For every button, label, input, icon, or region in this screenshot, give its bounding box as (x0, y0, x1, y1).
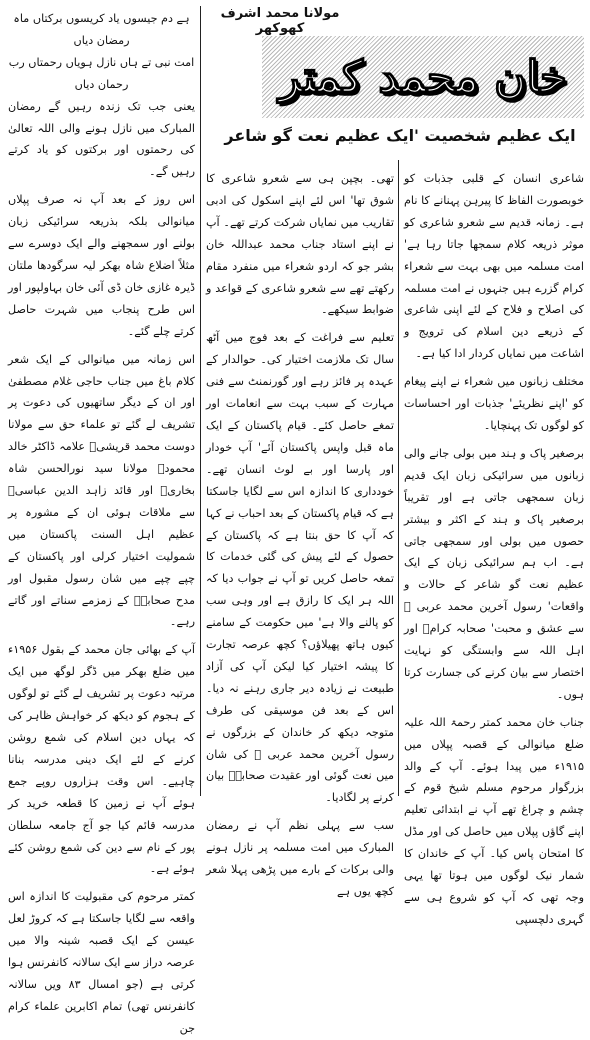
paragraph: مختلف زبانوں میں شعراء نے اپنے پیغام کو 'اپنے نظریئے' جذبات اور احساسات کو لوگوں تک پہنچایا۔ (404, 375, 584, 432)
column-right (404, 168, 584, 926)
paragraph: برصغیر پاک و ہند میں بولی جانے والی زبانوں میں سرائیکی زبان ایک قدیم زبان سمجھی جاتی ہے اور تقریباً برصغیر پاک و ہند کے اکثر و بیشتر حصوں میں بولی اور سمجھی جاتی ہے۔ اب ہم سرائیکی زبان کے ایک عظیم نعت گو شاعر کے حالات و واقعات' رسول آخرین محمد عربی ﷺ سے عشق و محبت' صحابہ کرامؓ اور اہل اللہ سے وابستگی کو نہایت اختصار سے بیان کرنے کی جسارت کرتا ہوں۔ (404, 446, 584, 701)
column-divider (398, 160, 399, 796)
paragraph: جناب خان محمد کمتر رحمۃ اللہ علیہ ضلع میانوالی کے قصبہ پپلاں میں ۱۹۱۵ء میں پیدا ہوئے۔ آپ کے والد بزرگوار مرحوم مسلم شیخ قوم کے چشم و چراغ تھے آپ نے ابتدائی تعلیم اپنے گاؤں پپلاں میں حاصل کی اور مڈل کا امتحان پاس کیا۔ آپ کے خاندان کا شمار نیک لوگوں میں ہوتا تھا یہی وجہ تھی کہ آپ کو شروع ہی سے گہری دلچسپی (404, 715, 584, 926)
paragraph: یعنی جب تک زندہ رہیں گے رمضان المبارک میں نازل ہونے والی اللہ تعالیٰ کی رحمتوں اور برکتوں کو یاد کرتے رہیں گے۔ (8, 99, 195, 179)
paragraph: شاعری انسان کے قلبی جذبات کو خوبصورت الفاظ کا پیرہن پہنانے کا نام ہے۔ زمانہ قدیم سے شعرو شاعری کو موثر ذریعہ کلام سمجھا جاتا رہا ہے' امت مسلمہ میں بھی بہت سے شعراء کرام گزرے ہیں جنہوں نے امت مسلمہ کی اصلاح و فلاح کے لئے اپنی شاعری کے ذریعے دین اسلام کی ترویج و اشاعت میں نمایاں کردار ادا کیا ہے۔ (404, 172, 584, 361)
author-byline: مولانا محمد اشرف کھوکھر (220, 6, 340, 36)
article-title: خان محمد کمتر (279, 51, 567, 103)
paragraph: تعلیم سے فراغت کے بعد فوج میں آٹھ سال تک ملازمت اختیار کی۔ حوالدار کے عہدہ پر فائز رہے اور گورنمنٹ سے فنی مہارت کے سبب بہت سے انعامات اور تمغے حاصل کئے۔ قیام پاکستان کے ایک ماہ قبل واپس پاکستان آئے' آپ خودار اور پارسا اور بے لوث انسان تھے۔ خودداری کا اندازہ اس سے لگایا جاسکتا ہے کہ قیام پاکستان کے بعد احباب نے کہا کہ آپ کا حق بنتا ہے کہ پاکستان کے حصول کے لئے پیش کی گئی خدمات کا تمغہ حاصل کریں تو آپ نے جواب دیا کہ اللہ ہر ایک کا رازق ہے اور وہی سب کو پالنے والا ہے' میں حکومت کے سامنے کیوں ہاتھ پھیلاؤں؟ کچھ عرصہ تجارت کا پیشہ اختیار کیا لیکن آپ کی آزاد طبیعت نے زیادہ دیر جاری رہنے نہ دیا۔ اس کے بعد فن موسیقی کی طرف متوجہ دیکھ کر خاندان کے بزرگوں نے رسول آخرین محمد عربی ﷺ کی شان میں نعت گوئی اور عقیدت صحابہؓ بیان کرنے پر لگادیا۔ (206, 331, 394, 805)
paragraph: کمتر مرحوم کی مقبولیت کا اندازہ اس واقعہ سے لگایا جاسکتا ہے کہ کروڑ لعل عیسن کے ایک قصبہ شینہ والا میں عرصہ دراز سے ایک سالانہ کانفرنس ہوا کرتی ہے (جو امسال ۸۳ ویں سالانہ کانفرنس تھی) تمام اکابرین علماء کرام جن (8, 890, 195, 1035)
paragraph: اس روز کے بعد آپ نہ صرف پپلاں میانوالی بلکہ بذریعہ سرائیکی زبان بولنے اور سمجھنے والے ایک دوسرے سے مثلاً اضلاع شاہ بھکر لیہ سرگودھا ملتان ڈیرہ غازی خان ڈی آئی خان بہاولپور اور اس طرح پنجاب میں شہرت حاصل کرتے چلے گئے۔ (8, 193, 195, 338)
paragraph: آپ کے بھائی جان محمد کے بقول ۱۹۵۶ء میں ضلع بھکر میں ڈگر لوگھ میں ایک مرتبہ دعوت پر تشریف لے گئے تو لوگوں کے ہجوم کو دیکھ کر خواہش ظاہر کی کہ یہاں دین اسلام کی شمع روشن کرنے کے لئے ایک دینی مدرسہ بنانا چاہیے۔ اس وقت ہزاروں روپے جمع ہوئے آپ نے زمین کا قطعہ خرید کر مدرسہ قائم کیا جو آج جامعہ سلطان پور کے نام سے دین کی شمع روشن کئے ہوئے ہے۔ (8, 643, 195, 876)
column-divider (200, 6, 201, 796)
verse-line-1: ہے دم جیسوں یاد کریسوں برکتاں ماہ رمضان دیاں (13, 12, 190, 47)
title-banner (262, 36, 584, 118)
paragraph: تھی۔ بچپن ہی سے شعرو شاعری کا شوق تھا' اس لئے اپنے اسکول کی ادبی تقاریب میں نمایاں شرکت کرتے تھے۔ آپ نے اپنے استاد جناب محمد عبداللہ خان بشر جو کہ اردو شعراء میں منفرد مقام رکھتے تھے سے شعرو شاعری کے قواعد و ضوابط سیکھے۔ (206, 172, 394, 317)
verse-line-2: امت نبی تے ہاں نازل ہویاں رحمتاں رب رحمان دیاں (8, 55, 195, 91)
column-middle (206, 168, 394, 898)
column-left (8, 8, 195, 1035)
article-subtitle: ایک عظیم شخصیت 'ایک عظیم نعت گو شاعر (224, 126, 576, 145)
paragraph: سب سے پہلی نظم آپ نے رمضان المبارک میں امت مسلمہ پر نازل ہونے والی برکات کے بارے میں پڑھی پہلا شعر کچھ یوں ہے (206, 819, 394, 898)
paragraph: اس زمانہ میں میانوالی کے ایک شعر کلام باغ میں جناب حاجی غلام مصطفیٰ اور ان کے دیگر ساتھیوں کی دعوت پر تشریف لے گئے تو علماء حق سے مولانا دوست محمد قریشیؒ علامہ ڈاکٹر خالد محمودؒ مولانا سید نورالحسن شاہ بخاریؒ اور قائد زاہد الدین عباسیؒ سے ملاقات ہوئی ان کے مشورہ پر عظیم اہل السنت پاکستان میں شمولیت اختیار کرلی اور پاکستان کے چپے چپے میں شان رسول مقبول اور مدح صحابہؓ کے زمزمے سناتے اور گاتے رہے۔ (8, 352, 195, 629)
